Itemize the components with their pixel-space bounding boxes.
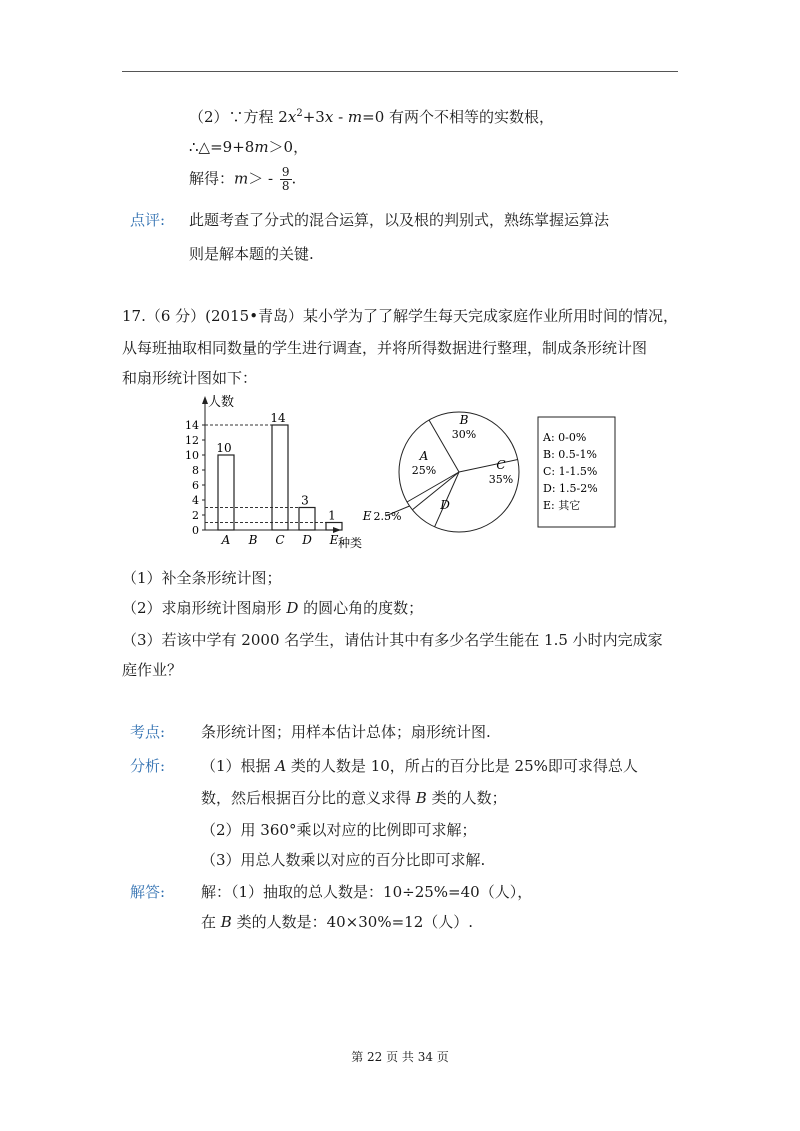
jieda-1: 解：（1）抽取的总人数是：10÷25%=40（人）， bbox=[201, 883, 533, 901]
prev-line-2: ∴△=9+8m＞0， bbox=[189, 138, 309, 156]
jieda-2: 在 B 类的人数是：40×30%=12（人）. bbox=[201, 913, 473, 931]
bar-C bbox=[272, 425, 288, 530]
legend-item: D: 1.5-2% bbox=[543, 482, 598, 495]
legend-item: A: 0-0% bbox=[543, 431, 587, 444]
review-label: 点评: bbox=[130, 211, 166, 229]
x-axis-label: 种类 bbox=[338, 536, 363, 550]
pie-pct-C: 35% bbox=[488, 473, 514, 486]
jieda-label: 解答: bbox=[130, 883, 166, 901]
y-tick-label: 4 bbox=[192, 494, 199, 507]
q17-intro-2: 从每班抽取相同数量的学生进行调查，并将所得数据进行整理，制成条形统计图 bbox=[122, 339, 648, 357]
x-tick-label: C bbox=[275, 533, 285, 547]
q17-intro-3: 和扇形统计图如下： bbox=[122, 369, 258, 387]
fenxi-4: （3）用总人数乘以对应的百分比即可求解. bbox=[201, 851, 486, 869]
x-tick-label: B bbox=[248, 533, 258, 547]
review-text-2: 则是解本题的关键. bbox=[189, 245, 314, 263]
y-axis-label: 人数 bbox=[208, 395, 235, 410]
y-tick-label: 12 bbox=[185, 434, 199, 447]
pie-label-D: D bbox=[440, 498, 450, 512]
x-tick-label: E bbox=[329, 533, 339, 547]
pie-label-C: C bbox=[496, 458, 506, 472]
kaodian-text: 条形统计图；用样本估计总体；扇形统计图. bbox=[201, 723, 491, 741]
legend-item: C: 1-1.5% bbox=[543, 465, 598, 478]
q17-sub3-1: （3）若该中学有 2000 名学生，请估计其中有多少名学生能在 1.5 小时内完成家 bbox=[122, 631, 663, 649]
prev-line-1: （2）∵方程 $2x^2+3x - m=0$ 有两个不相等的实数根， bbox=[189, 108, 555, 126]
legend-item: E: 其它 bbox=[543, 499, 581, 512]
kaodian-label: 考点: bbox=[130, 723, 166, 741]
bar-D bbox=[299, 508, 315, 531]
q17-intro-1: 17.（6 分）(2015•青岛）某小学为了了解学生每天完成家庭作业所用时间的情况， bbox=[122, 307, 679, 325]
y-tick-label: 0 bbox=[192, 524, 199, 537]
bar-value-label: 1 bbox=[328, 508, 336, 523]
y-tick-label: 2 bbox=[192, 509, 199, 522]
x-tick-label: D bbox=[302, 533, 312, 547]
pie-slice-edge bbox=[459, 460, 518, 472]
statistics-figure bbox=[0, 392, 800, 562]
header-rule bbox=[122, 71, 678, 72]
y-tick-label: 8 bbox=[192, 464, 199, 477]
fenxi-3: （2）用 360°乘以对应的比例即可求解； bbox=[201, 821, 477, 839]
y-tick-label: 10 bbox=[185, 449, 199, 462]
pie-pct-B: 30% bbox=[451, 428, 477, 441]
legend-item: B: 0.5-1% bbox=[543, 448, 597, 461]
fenxi-1: （1）根据 A 类的人数是 10，所占的百分比是 25%即可求得总人 bbox=[201, 757, 638, 775]
fenxi-2: 数，然后根据百分比的意义求得 B 类的人数； bbox=[201, 789, 507, 807]
bar-value-label: 14 bbox=[270, 411, 286, 425]
x-tick-label: A bbox=[221, 533, 231, 547]
bar-A bbox=[218, 455, 234, 530]
pie-label-E: E bbox=[362, 508, 372, 523]
q17-sub1: （1）补全条形统计图； bbox=[122, 569, 282, 587]
pie-pct-E: 2.5% bbox=[373, 509, 402, 523]
bar-value-label: 10 bbox=[216, 441, 232, 455]
q17-sub3-2: 庭作业？ bbox=[122, 661, 183, 679]
page-footer: 第 22 页 共 34 页 bbox=[351, 1050, 449, 1064]
q17-sub2: （2）求扇形统计图扇形 D 的圆心角的度数； bbox=[122, 599, 424, 617]
review-text-1: 此题考查了分式的混合运算，以及根的判别式，熟练掌握运算法 bbox=[189, 211, 610, 229]
bar-value-label: 3 bbox=[301, 493, 309, 508]
y-tick-label: 6 bbox=[192, 479, 199, 492]
y-tick-label: 14 bbox=[185, 419, 199, 432]
prev-line-3: 解得：m＞ - $\frac{9}{8}$ . bbox=[189, 165, 297, 193]
pie-slice-edge bbox=[412, 472, 459, 510]
pie-pct-A: 25% bbox=[411, 464, 437, 477]
pie-label-A: A bbox=[419, 449, 429, 463]
fraction: $\frac{9}{8}$ bbox=[281, 165, 290, 193]
pie-label-B: B bbox=[459, 413, 469, 427]
fenxi-label: 分析: bbox=[130, 757, 166, 775]
